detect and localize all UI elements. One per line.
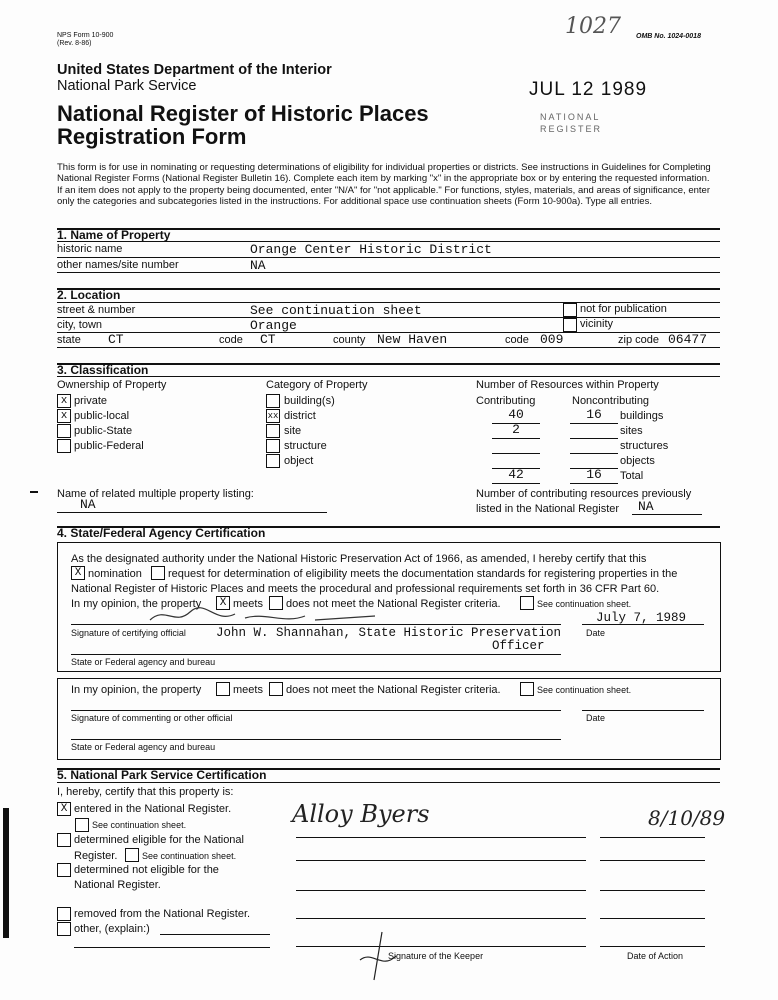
does-not-meet-checkbox-2[interactable] bbox=[269, 682, 283, 696]
street-value[interactable]: See continuation sheet bbox=[250, 303, 422, 318]
ownership-public-state-label: public-State bbox=[74, 425, 133, 437]
not-for-publication-label: not for publication bbox=[580, 303, 667, 315]
certification-date-label: Date bbox=[586, 628, 606, 638]
zip-label: zip code bbox=[618, 334, 659, 346]
form-title: National Register of Historic Places bbox=[57, 101, 429, 126]
form-subtitle: Registration Form bbox=[57, 124, 247, 149]
nomination-checkbox[interactable]: X bbox=[71, 566, 85, 580]
does-not-meet-label: does not meet the National Register criteria. bbox=[286, 598, 501, 610]
related-listing-value[interactable]: NA bbox=[80, 497, 96, 512]
ownership-public-local-label: public-local bbox=[74, 410, 130, 422]
street-label: street & number bbox=[57, 304, 136, 316]
county-code-label: code bbox=[505, 334, 529, 346]
related-listing-label: Name of related multiple property listing: bbox=[57, 488, 254, 500]
removed-label: removed from the National Register. bbox=[74, 908, 251, 920]
ownership-public-local-checkbox[interactable]: x bbox=[57, 409, 71, 423]
state-value[interactable]: CT bbox=[108, 332, 124, 347]
opinion-label-2: In my opinion, the property bbox=[71, 684, 202, 696]
determined-not-eligible-label-2: National Register. bbox=[74, 879, 161, 891]
section-3-title: 3. Classification bbox=[57, 363, 149, 377]
historic-name-label: historic name bbox=[57, 243, 123, 255]
certification-date[interactable]: July 7, 1989 bbox=[596, 611, 687, 625]
county-label: county bbox=[333, 334, 366, 346]
scan-margin-mark bbox=[3, 808, 9, 938]
noncontributing-heading: Noncontributing bbox=[572, 395, 650, 407]
section-4-title: 4. State/Federal Agency Certification bbox=[57, 526, 266, 540]
form-number: NPS Form 10-900 bbox=[57, 32, 114, 39]
eligible-continuation-checkbox[interactable] bbox=[125, 848, 139, 862]
category-site-checkbox[interactable] bbox=[266, 424, 280, 438]
category-site-label: site bbox=[284, 425, 302, 437]
agency: National Park Service bbox=[57, 78, 197, 94]
row-sites-label: sites bbox=[620, 425, 643, 437]
historic-name-value[interactable]: Orange Center Historic District bbox=[250, 242, 492, 257]
keeper-date: 8/10/89 bbox=[648, 806, 726, 830]
county-code-value[interactable]: 009 bbox=[540, 332, 564, 347]
resources-heading: Number of Resources within Property bbox=[476, 379, 659, 391]
omb-number: OMB No. 1024-0018 bbox=[636, 33, 701, 40]
category-structure-label: structure bbox=[284, 440, 327, 452]
city-value[interactable]: Orange bbox=[250, 318, 297, 333]
agency-bureau-label-2: State or Federal agency and bureau bbox=[71, 742, 216, 752]
agency-bureau-label: State or Federal agency and bureau bbox=[71, 657, 216, 667]
section-5-title: 5. National Park Service Certification bbox=[57, 768, 267, 782]
vicinity-label: vicinity bbox=[580, 318, 614, 330]
other-label: other, (explain:) bbox=[74, 923, 150, 935]
date-of-action-label: Date of Action bbox=[627, 951, 684, 961]
meets-checkbox-2[interactable] bbox=[216, 682, 230, 696]
nomination-label: nomination bbox=[88, 568, 142, 580]
contributing-heading: Contributing bbox=[476, 395, 536, 407]
previously-listed-label-2: listed in the National Register bbox=[476, 503, 620, 515]
form-revision: (Rev. 8-86) bbox=[57, 40, 92, 47]
row-total-label: Total bbox=[620, 470, 644, 482]
see-continuation-checkbox-4a[interactable] bbox=[520, 596, 534, 610]
category-buildings-checkbox[interactable] bbox=[266, 394, 280, 408]
stamp-line-2: REGISTER bbox=[540, 124, 603, 134]
section-2-title: 2. Location bbox=[57, 288, 121, 302]
received-date-stamp: JUL 12 1989 bbox=[529, 79, 648, 100]
cert-text-line-3: National Register of Historic Places and meets the procedural and professional requirements set forth in 36 CFR Part 60. bbox=[71, 583, 660, 595]
meets-label: meets bbox=[233, 598, 263, 610]
vicinity-checkbox[interactable] bbox=[563, 318, 577, 332]
ownership-private-checkbox[interactable]: x bbox=[57, 394, 71, 408]
contrib-sites[interactable]: 2 bbox=[512, 422, 520, 437]
code-label: code bbox=[219, 334, 243, 346]
other-names-value[interactable]: NA bbox=[250, 258, 266, 273]
ownership-public-state-checkbox[interactable] bbox=[57, 424, 71, 438]
ownership-heading: Ownership of Property bbox=[57, 379, 167, 391]
handwritten-reference: 1027 bbox=[565, 14, 621, 39]
previously-listed-label-1: Number of contributing resources previously bbox=[476, 488, 692, 500]
category-object-label: object bbox=[284, 455, 314, 467]
determined-eligible-checkbox[interactable] bbox=[57, 833, 71, 847]
state-code-value[interactable]: CT bbox=[260, 332, 276, 347]
see-continuation-label-4a: See continuation sheet. bbox=[537, 599, 632, 609]
determined-eligible-label-2: Register. bbox=[74, 850, 118, 862]
ownership-private-label: private bbox=[74, 395, 108, 407]
keeper-signature: Alloy Byers bbox=[292, 800, 430, 828]
determined-not-eligible-checkbox[interactable] bbox=[57, 863, 71, 877]
previously-listed-value[interactable]: NA bbox=[638, 499, 654, 514]
noncontrib-total[interactable]: 16 bbox=[586, 467, 602, 482]
meets-checkbox[interactable]: X bbox=[216, 596, 230, 610]
other-names-label: other names/site number bbox=[57, 259, 179, 271]
department: United States Department of the Interior bbox=[57, 62, 332, 78]
section-1-title: 1. Name of Property bbox=[57, 228, 171, 242]
certifying-official-title: Officer bbox=[492, 639, 545, 653]
entered-label: entered in the National Register. bbox=[74, 803, 232, 815]
state-label: state bbox=[57, 334, 81, 346]
stamp-line-1: NATIONAL bbox=[540, 112, 601, 122]
category-district-label: district bbox=[284, 410, 316, 422]
county-value[interactable]: New Haven bbox=[377, 332, 448, 347]
cert-text-line-1: As the designated authority under the National Historic Preservation Act of 1966, as amended, I hereby certify that this bbox=[71, 553, 647, 565]
entered-continuation-checkbox[interactable] bbox=[75, 818, 89, 832]
category-object-checkbox[interactable] bbox=[266, 454, 280, 468]
category-buildings-label: building(s) bbox=[284, 395, 335, 407]
see-continuation-checkbox-4b[interactable] bbox=[520, 682, 534, 696]
certifying-signature-label: Signature of certifying official bbox=[71, 628, 186, 638]
category-heading: Category of Property bbox=[266, 379, 368, 391]
city-label: city, town bbox=[57, 319, 103, 331]
see-continuation-label-4b: See continuation sheet. bbox=[537, 685, 632, 695]
does-not-meet-label-2: does not meet the National Register criteria. bbox=[286, 684, 501, 696]
signature-of-keeper-label: Signature of the Keeper bbox=[388, 951, 484, 961]
commenting-date-label: Date bbox=[586, 713, 606, 723]
row-structures-label: structures bbox=[620, 440, 669, 452]
entered-continuation-label: See continuation sheet. bbox=[92, 820, 187, 830]
zip-value[interactable]: 06477 bbox=[668, 332, 708, 347]
commenting-signature-label: Signature of commenting or other official bbox=[71, 713, 233, 723]
removed-checkbox[interactable] bbox=[57, 907, 71, 921]
noncontrib-buildings[interactable]: 16 bbox=[586, 407, 602, 422]
meets-label-2: meets bbox=[233, 684, 263, 696]
row-buildings-label: buildings bbox=[620, 410, 664, 422]
category-district-checkbox[interactable]: xx bbox=[267, 411, 279, 421]
opinion-label: In my opinion, the property bbox=[71, 598, 202, 610]
category-structure-checkbox[interactable] bbox=[266, 439, 280, 453]
not-for-publication-checkbox[interactable] bbox=[563, 303, 577, 317]
nps-cert-intro: I, hereby, certify that this property is: bbox=[57, 786, 234, 798]
contrib-buildings[interactable]: 40 bbox=[508, 407, 524, 422]
determined-not-eligible-label-1: determined not eligible for the bbox=[74, 864, 219, 876]
entered-checkbox[interactable]: X bbox=[57, 802, 71, 816]
row-objects-label: objects bbox=[620, 455, 655, 467]
cert-text-line-2: request for determination of eligibility meets the documentation standards for registering properties in the bbox=[168, 568, 678, 580]
eligible-continuation-label: See continuation sheet. bbox=[142, 851, 237, 861]
ownership-public-federal-label: public-Federal bbox=[74, 440, 144, 452]
ownership-public-federal-checkbox[interactable] bbox=[57, 439, 71, 453]
contrib-total[interactable]: 42 bbox=[508, 467, 524, 482]
certifying-official-name: John W. Shannahan, State Historic Preservation bbox=[216, 626, 562, 640]
determined-eligible-label-1: determined eligible for the National bbox=[74, 834, 244, 846]
margin-tick bbox=[30, 491, 38, 493]
other-checkbox[interactable] bbox=[57, 922, 71, 936]
eligibility-request-checkbox[interactable] bbox=[151, 566, 165, 580]
instructions-paragraph: This form is for use in nominating or requesting determinations of eligibility for individual properties or districts. See instructions in Guidelines for Completing National Register Forms (National Register Bulletin 16). Complete each item by marking "x" in the appropriate box or by entering the requested information. If an item does not apply to the property being documented, enter "N/A" for "not applicable." For functions, styles, materials, and areas of significance, enter only the categories and subcategories listed in the instructions. For additional space use continuation sheets (Form 10-900a). Type all entries. bbox=[57, 162, 711, 208]
